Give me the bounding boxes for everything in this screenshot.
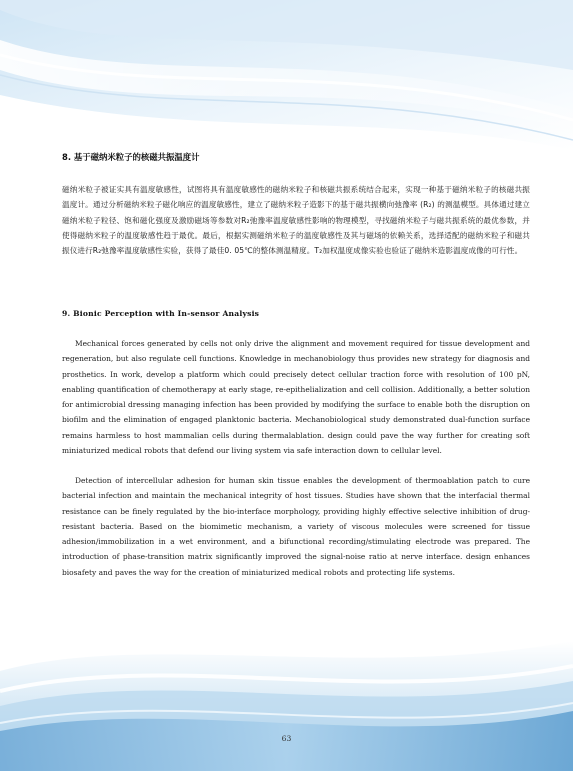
section-8-heading: 8. 基于磁纳米粒子的核磁共振温度计 — [62, 152, 200, 162]
section-9-paragraph-2: Detection of intercellular adhesion for human skin tissue enables the development of thermoablation patch to cure bacterial infection and maintain the mechanical integrity of host tissues. Studies have shown that the interfacial thermal resistance can be finely regulated by the bio-interface morphology, providing highly effective selective inhibition of drug-resistant bacteria. Based on the biomimetic mechanism, a variety of viscous molecules were screened for tissue adhesion/immobilization in a wet environment, and a bifunctional recording/stimulating electrode was prepared. The introduction of phase-transition matrix significantly improved the signal-noise ratio at nerve interface. design enhances biosafety and paves the way for the creation of miniaturized medical robots and protecting life systems. — [62, 476, 530, 577]
bottom-wave-decoration — [0, 611, 573, 771]
page-number: 63 — [281, 734, 292, 743]
section-9-heading: 9. Bionic Perception with In-sensor Analysis — [62, 309, 260, 318]
section-8-paragraph: 磁纳米粒子被证实具有温度敏感性，试图将具有温度敏感性的磁纳米粒子和核磁共振系统结合起来，实现一种基于磁纳米粒子的核磁共振温度计。通过分析磁纳米粒子磁化响应的温度敏感性，建立了磁纳米粒子造影下的基于磁共振横向弛豫率 (R₂) 的测温模型。具体通过建立磁纳米粒子粒径、饱和磁化强度及激励磁场等参数对R₂弛豫率温度敏感性影响的物理模型，寻找磁纳米粒子与磁共振系统的最优参数，并使得磁纳米粒子的温度敏感性趋于最优。最后，根据实测磁纳米粒子的温度敏感性及其与磁场的依赖关系，选择适配的磁纳米粒子和磁共振仪进行R₂弛豫率温度敏感性实验，获得了最佳0. 05℃的整体测温精度。T₂加权温度成像实验也验证了磁纳米造影温度成像的可行性。 — [62, 185, 530, 256]
top-wave-decoration — [0, 0, 573, 150]
section-9-paragraph-1: Mechanical forces generated by cells not only drive the alignment and movement required for tissue development and regeneration, but also regulate cell functions. Knowledge in mechanobiology thus provides new strategy for diagnosis and prosthetics. In work, develop a platform which could precisely detect cellular traction force with resolution of 100 pN, enabling quantification of chemotherapy at early stage, re-epithelialization and cell collision. Additionally, a better solution for antimicrobial dressing managing infection has been provided by modifying the surface to enable both the disruption on biofilm and the elimination of engaged planktonic bacteria. Mechanobiological study demonstrated dual-function surface remains harmless to host mammalian cells during thermalablation. design could pave the way further for creating soft miniaturized medical robots that defend our living system via safe interaction down to cellular level. — [62, 339, 530, 456]
